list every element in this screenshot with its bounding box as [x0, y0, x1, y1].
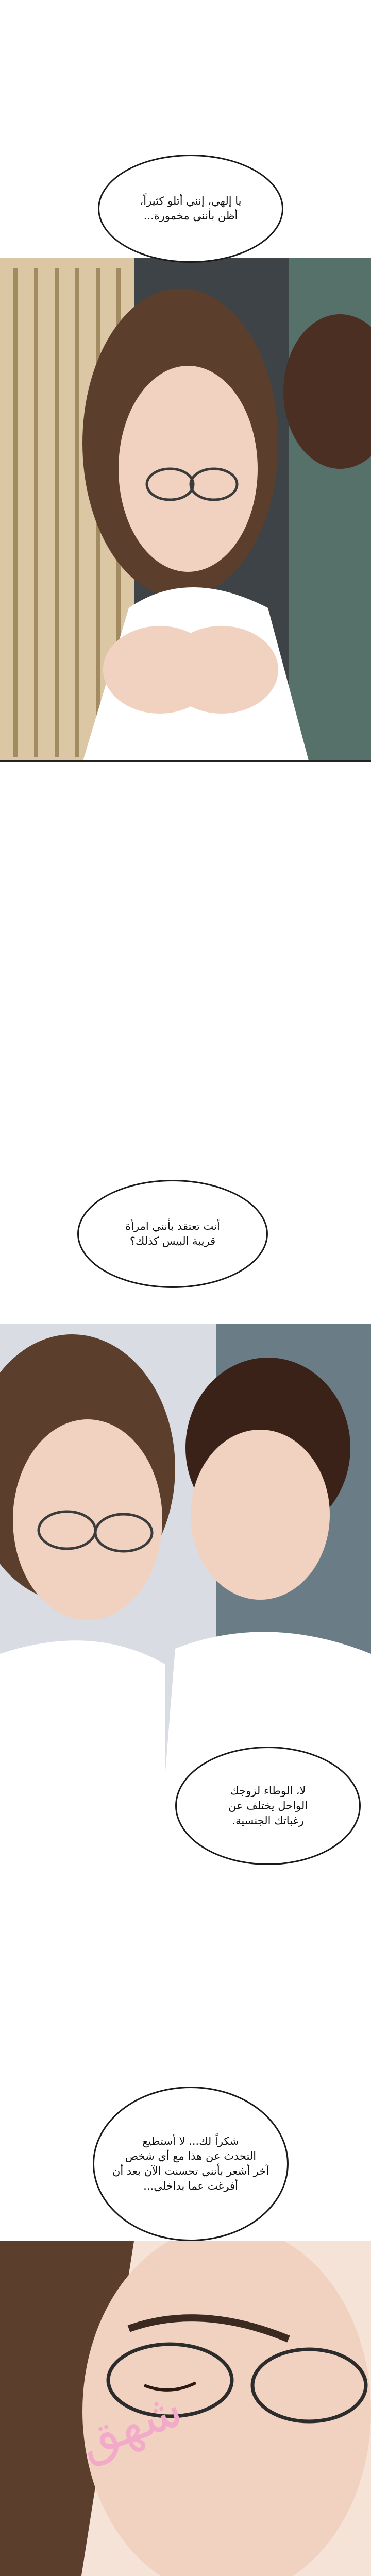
speech-bubble-1-text: يا إلهي، إنني أتلو كثيراً، أظن بأنني مخمورة...	[140, 195, 242, 222]
sfx-gasp-text: ﺷﻬﻖ	[71, 2379, 190, 2470]
comic-panel-2	[0, 1159, 371, 1777]
panel-3-art	[0, 2241, 371, 2576]
speech-bubble-3	[175, 1747, 361, 1865]
speech-bubble-1	[98, 155, 283, 263]
panel-1-art	[0, 0, 371, 762]
comic-panel-1	[0, 0, 371, 762]
speech-bubble-4-text: شكراً لك... لا أستطيع التحدث عن هذا مع أي شخص آخر أشعر بأنني تحسنت الآن بعد أن أفرغت عما بداخلي...	[112, 2135, 269, 2192]
speech-bubble-4	[93, 2087, 289, 2241]
speech-bubble-2	[77, 1180, 268, 1288]
speech-bubble-2-text: أنت تعتقد بأنني امرأة قريبة البيس كذلك؟	[125, 1220, 220, 1247]
speech-bubble-3-text: لا، الوطاء لزوجك الواحل يختلف عن رغباتك الجنسية.	[228, 1784, 308, 1827]
comic-panel-3	[0, 2241, 371, 2576]
